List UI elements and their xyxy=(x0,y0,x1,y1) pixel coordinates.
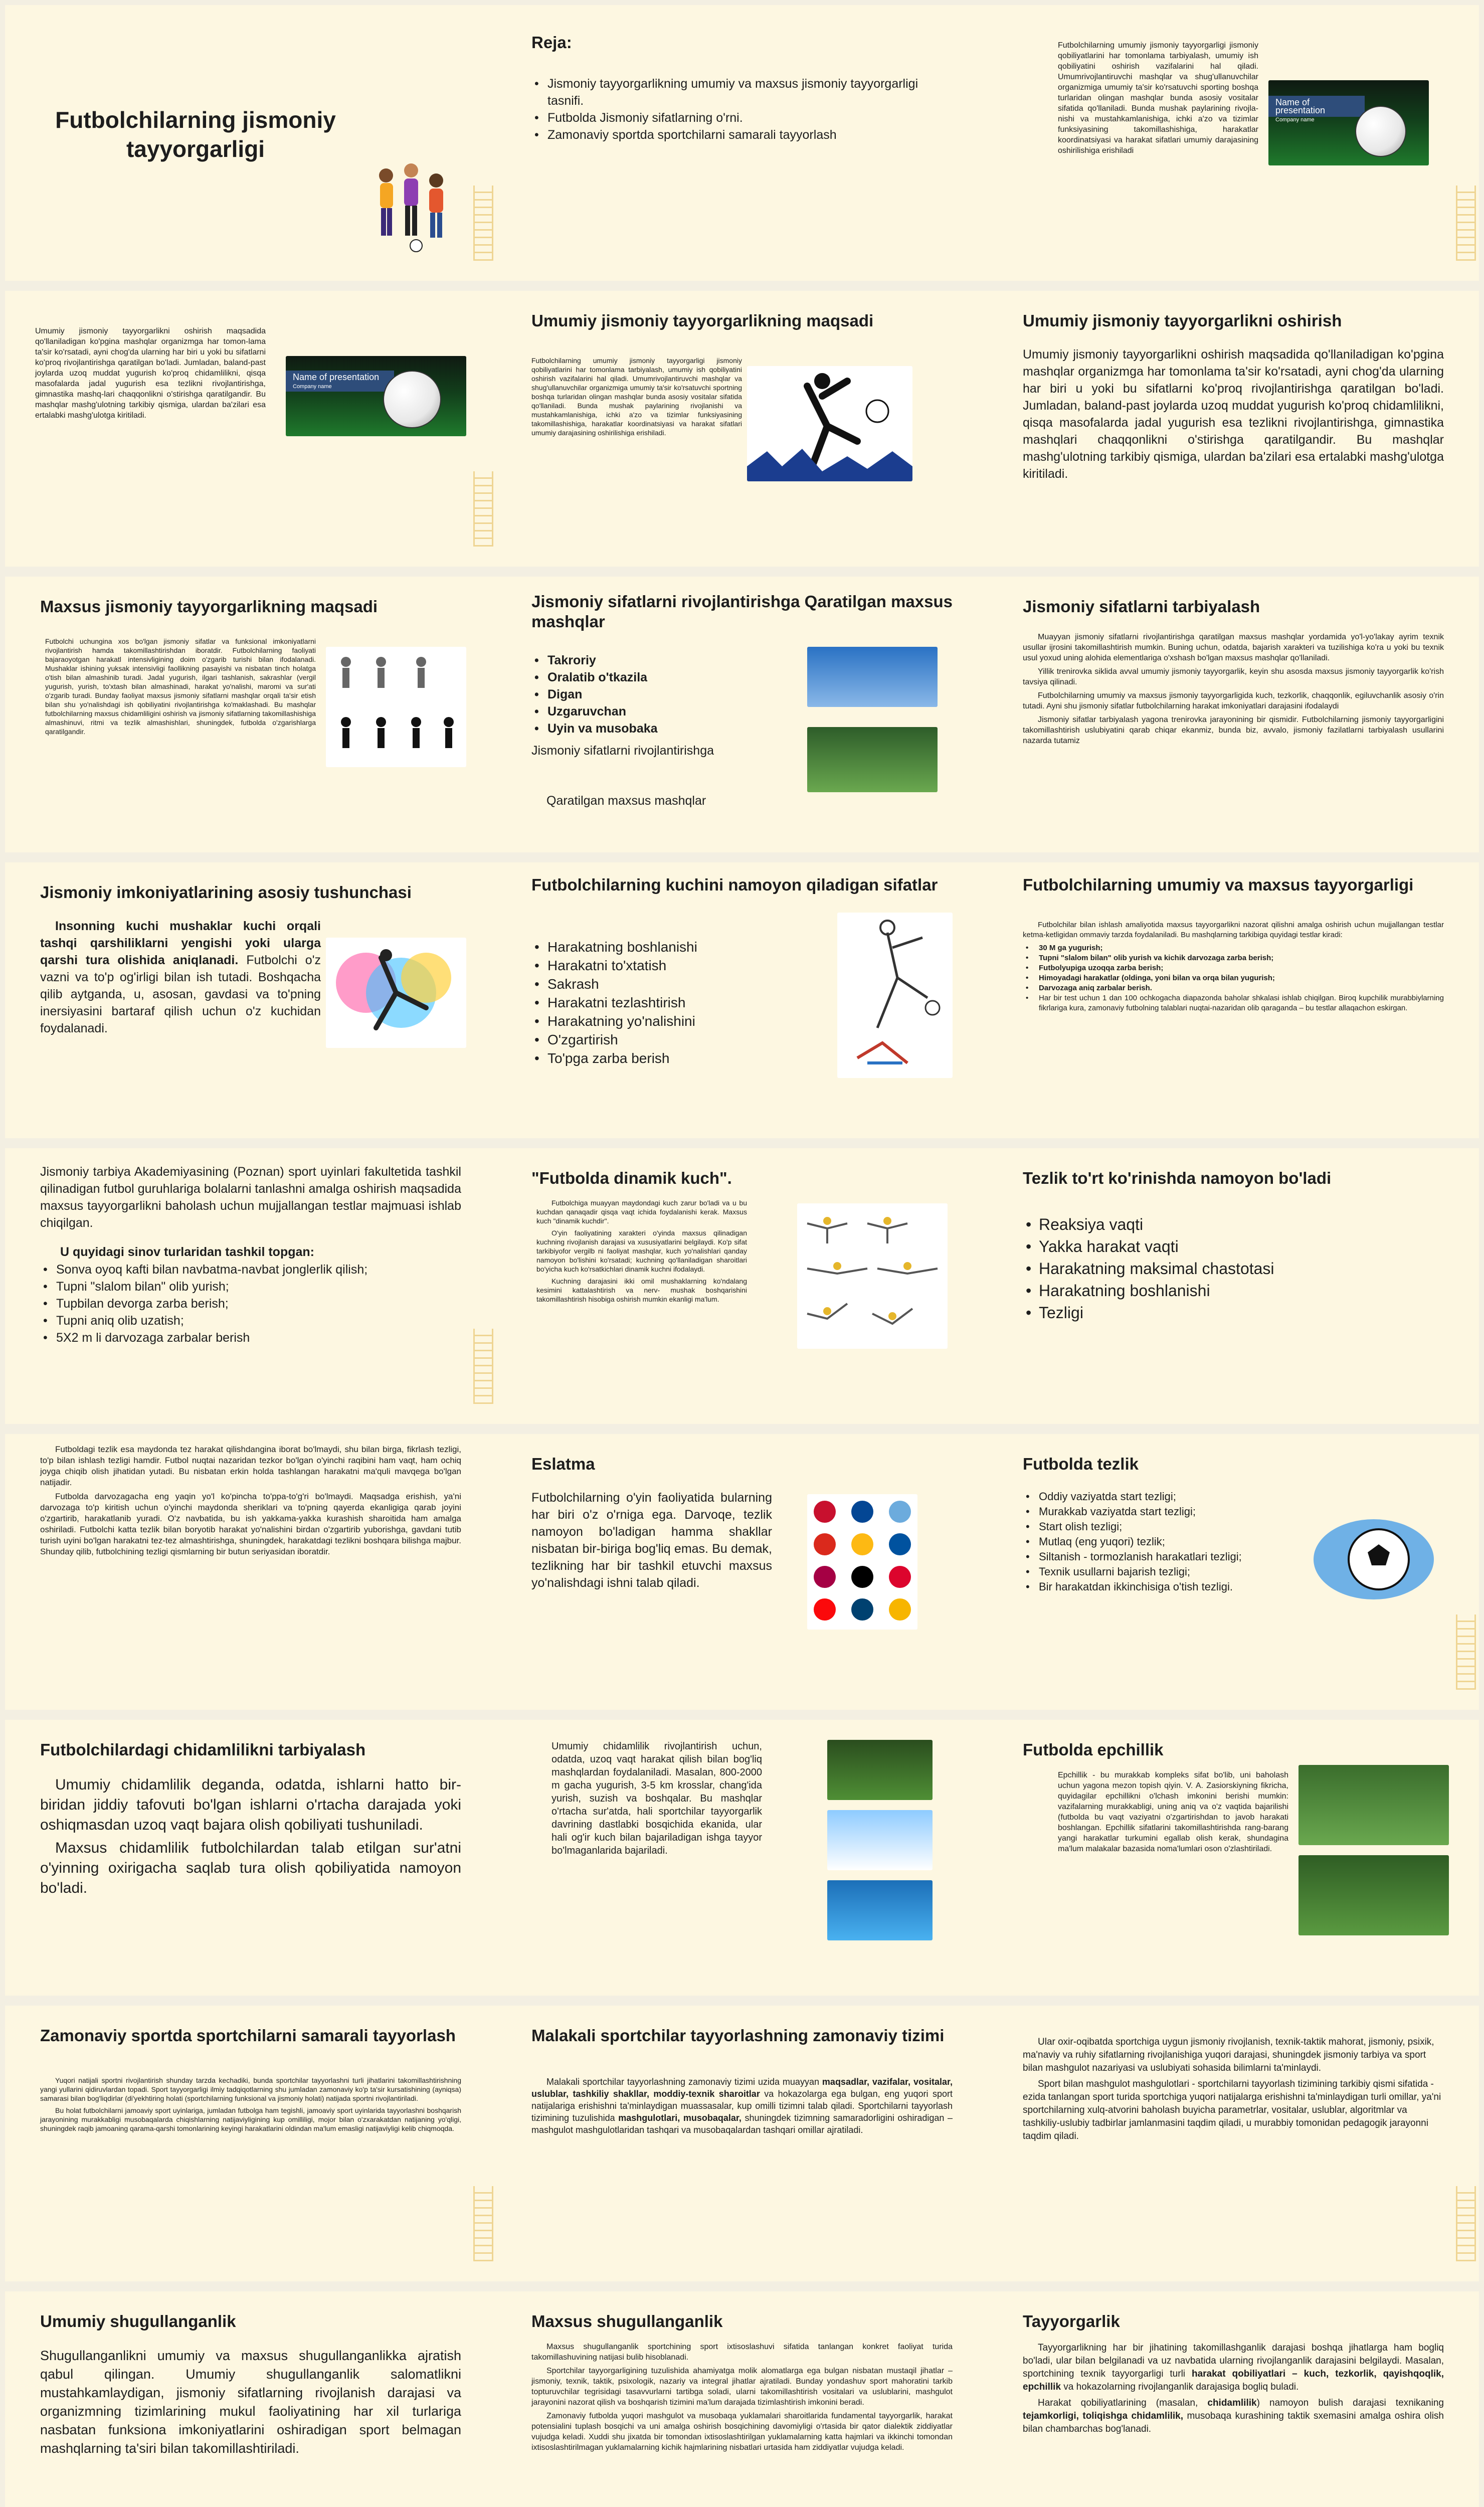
slide-umumiy-maqsad[interactable] xyxy=(496,291,988,567)
skier-photo xyxy=(827,1810,933,1870)
slide-text: Epchillik - bu murakkab kompleks sifat bo'lib, uni baholash uchun yagona mezon topish qiyin. V. A. Zasiorskiyning fikricha, quyidagilar epchillikni o'lchash imkonini berishi mumkin: vazifalarning murakkabligi, uning aniq va o'z vaqtida bajarilishi (futbolda bu vaqt vaziyatni o'zgartirishdan to javob harakati boshlangan. Epchillik sifatlarini takomillashtirishda rang-barang yangi harakatlar turkumini egallab olish kerak, shundagina ma'lum malakalar bazasida noma'lumlari oson o'zlashtiriladi. xyxy=(1058,1771,1288,1853)
list-item: • Murakkab vaziyatda start tezligi; xyxy=(1023,1504,1283,1519)
players-photo xyxy=(1298,1855,1449,1935)
slide-dinamik[interactable] xyxy=(496,1148,988,1424)
football-icon xyxy=(1309,1509,1439,1609)
slide-text xyxy=(1023,920,1444,1013)
slide-text: Umumiy chidamlilik rivojlantirish uchun, odatda, uzoq vaqt harakat qilish bilan bog'liq mashqlardan foydalaniladi. Masalan, 800-2000 m gacha yugurish, 3-5 km krosslar, chang'ida yurish, suzish va boshqalar. Bu mashqlar o'rtacha sur'atda, hali sportchilar tayyorgarlik davrining dastlabki bosqichida ekanida, ular hali og'ir kuch bilan bajariladigan ishga tayyor bo'lmaganlarida bajariladi. xyxy=(551,1741,762,1856)
slide-title: Futbolda epchillik xyxy=(1023,1740,1164,1759)
slide-title: Tezlik to'rt ko'rinishda namoyon bo'ladi xyxy=(1023,1169,1332,1187)
list-item: • 30 M ga yugurish; xyxy=(1023,943,1444,953)
paragraph: Futbolchilar bilan ishlash amaliyotida maxsus tayyorgarlikni nazorat qilishni amalga oshirish uchun mujjallangan testlar ketma-ketligidan ommaviy tarzda foydalaniladi. Bu mashqlarning tarkibiga quyidagi testlar kiradi: xyxy=(1023,921,1444,939)
reja-title: Reja: xyxy=(531,33,572,52)
paragraph: Futbolda darvozagacha eng yaqin yo'l ko'pincha to'ppa-to'g'ri bo'lmaydi. Maqsadga erishish, ya'ni darvozaga to'p kiritish uchun o'yinchi maydonda sheriklari va to'pning qayerda ekanligiga qarab joyini o'zgartirib, harakatlanib yuradi. O'z navbatida, bu ish yakkama-yakka kurashish sharoitida ham amalga oshiriladi. Futbolchi katta tezlik bilan boryotib harakat yo'nalishini birdan o'zgartirib yuborishga, gavdani tutib turish uyini bo'lgan harakatni tez-tez almashtirishga, shuningdek, harakatdagi tezlikni boshqara bilishga majbur. Shunday qilib, futbolchining tezligi qismlarning bir butun seriyasidan iboratdir. xyxy=(40,1492,461,1556)
slide-reja[interactable] xyxy=(496,5,988,281)
presentation-thumbnail xyxy=(1268,80,1429,165)
list-item: • Futbolyupiga uzoqqa zarba berish; xyxy=(1023,963,1444,973)
slide-tayyorgarlik[interactable] xyxy=(988,2291,1479,2507)
player-sketch-illustration xyxy=(837,913,953,1078)
slide-text xyxy=(40,1444,461,1560)
slide-tezlik-namoyon[interactable] xyxy=(988,1148,1479,1424)
player-kick-illustration xyxy=(747,366,912,481)
poznan-text: Jismoniy tarbiya Akademiyasining (Poznan) sport uyinlari fakultetida tashkil qilinadigan futbol guruhlariga bolalarni tanlashni amalga oshirish maqsadida maxsus tayyorgarlikni baholash uchun mujjallangan testlar majmuasi ishlab chiqilgan. xyxy=(40,1165,461,1230)
slide-text xyxy=(40,1775,461,1901)
slide-malakali[interactable] xyxy=(496,2006,988,2281)
paragraph: Umumiy chidamlilik deganda, odatda, ishlarni hatto bir-biridan jiddiy tafovuti bo'lgan ishlarni o'rtacha darajada yoki oshiqmasdan uzoq vaqt bajara olish qobiliyati tushuniladi. xyxy=(40,1776,461,1833)
paragraph: Bu holat futbolchilarni jamoaviy sport uyinlariga, jumladan futbolga ham tegishli, jamoaviy sport uyinlarida tayyorlashni boshqarish jarayonining murakkabligi musobaqalarda chiqishlarning natijaviyligining kup omilliligi, mojor bilan o'zxarakatdan natijaning yo'qligi, shuningdek raqib jamoaning qarama-qarshi tomonlarining keyingi harakatlarini oldindan ma'lum emasligi natijaviyligi kelib chiqmoqda. xyxy=(40,2106,461,2132)
list-item: • Tupbilan devorga zarba berish; xyxy=(40,1295,461,1312)
list-item: • Harakatning yo'nalishini xyxy=(531,1012,812,1030)
list-item: • To'pga zarba berish xyxy=(531,1049,812,1067)
slide-sifat-rivoj[interactable] xyxy=(496,577,988,852)
exercise-list xyxy=(531,652,732,737)
list-item: • Sonva oyoq kafti bilan navbatma-navbat jonglerlik qilish; xyxy=(40,1261,461,1278)
slide-kuch-namoyon[interactable] xyxy=(496,862,988,1138)
poznan-subtitle: U quyidagi sinov turlaridan tashkil topgan: xyxy=(60,1245,314,1259)
list-item: • Tupni "slalom bilan" olib yurish va kichik darvozaga zarba berish; xyxy=(1023,953,1444,963)
slide-chidam-text[interactable] xyxy=(496,1720,988,1996)
slide-text: Shugullanganlikni umumiy va maxsus shugullanganlikka ajratish qabul qilingan. Umumiy shugullanganlik salomatlikni mustahkamlaydigan, jismoniy sifatlarning rivojlanish darajasi va organizmning tizimlarining mukul faoliyatining har xil turlariga nasbatan funksiona imkoniyatlarini oshiradigan sport belmagan mashqlarning ta'siri bilan takomillashtiriladi. xyxy=(40,2348,461,2456)
intro2-text: Umumiy jismoniy tayyorgarlikni oshirish maqsadida qo'llaniladigan ko'pgina mashqlar organizmga har tomon-lama ta'sir ko'rsatadi, ayni chog'da ularning har biri u yoki bu sifatlarni ko'proq rivojlantirishga qaratilgan bo'ladi. Jumladan, baland-past joylarda uzoq muddat yugurish ko'proq chidamlilikni, qisqa masofalarda jadal yugurish esa tezlikni rivojlantirishga, gimnastika mashq-lari chaqqonlikni o'stirishga qaratilgandir. Bu mashqlar mashg'ulotning tarkibiy qismiga, ulardan ba'zilari esa ertalabki mashg'ulotga kiritiladi. xyxy=(35,327,266,420)
list-item: • Start olish tezligi; xyxy=(1023,1519,1283,1534)
slide-text: Tayyorgarlikning har bir jihatining takomillashganlik darajasi boshqa jihatlarga ham bogliq bo'ladi, ular bilan belgilanadi va uz navbatida ularning rivojlanganlik darajasini belgilaydi. Masalan, sportchining texnik tayyorgarligi turli harakat qobiliyatlari – kuch, tezkorlik, qayishqoqlik, epchillik va hokazolarning rivojlanganlik darajasiga bogliq buladi. Harakat qobiliyatlarining (masalan, chidamlilik) namoyon bulish darajasi texnikaning tejamkorligi, toliqishga chidamlilik, musobaqa kurashining taktik sxemasini amalga oshira olish bilan chambarchas bog'lanadi. xyxy=(1023,2343,1444,2434)
ladder-decoration xyxy=(473,2186,493,2261)
slide-title: Jismoniy sifatlarni tarbiyalash xyxy=(1023,597,1260,616)
training-photo xyxy=(807,727,938,792)
paragraph: Ular oxir-oqibatda sportchiga uygun jismoniy rivojlanish, texnik-taktik mahorat, jismoniy, psixik, ma'naviy va ruhiy sifatlarning rivojlanishiga yuqori darajasi, shuningdek jismoniy tarbiya va sport bilan mashgulot nazariyasi va uslubiyati sohasida bilimlarni ta'minlaydi. xyxy=(1023,2037,1434,2073)
match-photo xyxy=(827,1740,933,1800)
slide-eslatma[interactable] xyxy=(496,1434,988,1710)
list-item: • Tezligi xyxy=(1023,1302,1444,1324)
list-item: • Harakatning boshlanishi xyxy=(531,938,812,956)
statement-text: Futbolchi o'z vazni va to'p og'irligi bilan ish tutadi. Boshqacha qilib aytganda, u, asosan, gavdasi va to'pning inersiyasini bartaraf qilish uchun o'z kuchidan foydalanadi. xyxy=(40,953,321,1035)
intro1-text: Futbolchilarning umumiy jismoniy tayyorgarligi jismoniy qobiliyatlarini har tomonlama tarbiyalash, umumiy ish qobiliyatini oshirish vazifalarini hal qiladi. Umumrivojlantiruvchi mashqlar va shug'ullanuvchilar organizmiga umumiy ta'sir ko'rsatuvchi sporting boshqa turlaridan olingan mashqlar bunda asosiy vositalar sifatida qo'llaniladi. Bunda mushak paylarining rivojla-nishi va mustahkamlanishiga, ichki a'zo va tizimlar funksiyasining takomillashishiga, harakatlar koordinatsiyasi va harakat sifatlari umumiy darajasining oshirilishiga erishiladi xyxy=(1058,41,1258,155)
list-item: • O'zgartirish xyxy=(531,1030,812,1049)
slide-text xyxy=(40,918,321,1040)
test-list xyxy=(1023,943,1444,993)
slide-oxir[interactable] xyxy=(988,2006,1479,2281)
slide-futbolda-tezlik[interactable] xyxy=(988,1434,1479,1710)
slide-title: Futbolchilarning umumiy va maxsus tayyorgarligi xyxy=(1023,875,1414,894)
tezlik-types-list xyxy=(1023,1489,1283,1594)
list-item: • Bir harakatdan ikkinchisiga o'tish tezligi. xyxy=(1023,1579,1283,1594)
list-item: • Tupni "slalom bilan" olib yurish; xyxy=(40,1278,461,1295)
slide-intro-2[interactable] xyxy=(5,291,496,567)
slide-umumiy-oshirish[interactable] xyxy=(988,291,1479,567)
list-item: • Harakatni tezlashtirish xyxy=(531,993,812,1012)
presentation-thumbnail xyxy=(286,356,466,436)
slide-title: Jismoniy imkoniyatlarining asosiy tushunchasi xyxy=(40,883,412,902)
tail-line: Jismoniy sifatlarni rivojlantirishga xyxy=(531,744,714,758)
slide-umumiy-maxsus[interactable] xyxy=(988,862,1479,1138)
paragraph: Kuchning darajasini ikki omil mushaklarning ko'ndalang kesimini kattalashtirish va nerv- mushak boshqarishini takomillashtirish hisobiga oshirish mumkin ekanligi ma'lum. xyxy=(536,1277,747,1303)
training-figures-illustration xyxy=(326,647,466,767)
ladder-decoration xyxy=(1456,186,1476,261)
football-icon xyxy=(1355,106,1406,157)
paragraph: Sport bilan mashgulot mashgulotlari - sportchilarni tayyorlash tizimining tarkibiy qismi sifatida - ezida tanlangan sport turida sportchiga yuqori natijalarga erishishni ta'minlaydigan turli omillar, ya'ni sportchilarning xulq-atvorini baholash buyicha parametrlar, vositalar, uslublar, algoritmlar va tashkiliy-uslubiy tadbirlar jamlanmasini taqdim qiladi, u murabbiy tomonidan pedagogik jarayonni taqdim qiladi. xyxy=(1023,2079,1441,2141)
slide-text xyxy=(536,1198,747,1307)
paragraph: Futbolchiga muayyan maydondagi kuch zarur bo'ladi va u bu kuchdan qanaqadir qisqa vaqt ichida foydalanishi kerak. Maxsus kuch "dinamik kuchdir". xyxy=(536,1199,747,1225)
slide-chidam-title[interactable] xyxy=(5,1720,496,1996)
list-item: • 5X2 m li darvozaga zarbalar berish xyxy=(40,1329,461,1346)
slide-zamonaviy[interactable] xyxy=(5,2006,496,2281)
slide-text xyxy=(1023,632,1444,749)
list-item: • Digan xyxy=(531,686,732,703)
slide-title: Malakali sportchilar tayyorlashning zamonaviy tizimi xyxy=(531,2026,945,2045)
slide-title: Tayyorgarlik xyxy=(1023,2312,1120,2331)
players-illustration xyxy=(356,155,461,256)
slide-maxsus-shug[interactable] xyxy=(496,2291,988,2507)
slide-title: Futbolda tezlik xyxy=(1023,1455,1139,1473)
slide-imkoniyat[interactable] xyxy=(5,862,496,1138)
list-item: • Tupni aniq olib uzatish; xyxy=(40,1312,461,1329)
list-item: • Harakatning maksimal chastotasi xyxy=(1023,1258,1444,1280)
list-item: • Reaksiya vaqti xyxy=(1023,1213,1444,1235)
paragraph: Futboldagi tezlik esa maydonda tez harakat qilishdangina iborat bo'lmaydi, shu bilan birga, fikrlash tezligi, to'p bilan ishlash tezligi hamdir. Futbol nuqtai nazaridan tezkor bo'lgan o'yinchi raqibini ham vaqt, ham ochiq joyga chiqib olish jihatidan yutadi. Bu nisbatan erkin holda tashlangan harakatni ma'quli mavqega bo'lgan natijadir. xyxy=(40,1445,461,1487)
paragraph: Zamonaviy futbolda yuqori mashgulot va musobaqa yuklamalari sharoitlarida fundamental tayyorgarlik, harakat potensialini tuplash bosqichi va uni amalga oshirish bosqichining davomiyligi o'rtasida bir qator dialektik ziddiyatlar vujudga keladi. Xuddi shu jixatda bir tomondan ixtisoslashtirilgan yuklamalarning katta hajmlari va ikkinchi tomondan ixtisoslashtirilmagan yuklamalarning kichik hajmlarining nisbatlari urtasida ham ziddiyatlar vujudga keladi. xyxy=(531,2412,953,2452)
list-item: • Oddiy vaziyatda start tezligi; xyxy=(1023,1489,1283,1504)
paragraph: Jismoniy sifatlar tarbiyalash yagona trenirovka jarayonining bir qismidir. Futbolchilarning jismoniy tayyorgarligini takomillashtirish uslubiyatini qarab chiqar ekanmiz, bunda biz, avvalo, jismoniy fazilatlarni tarbiyalash usullarini nazarda tutamiz xyxy=(1023,715,1444,745)
slide-text: Futbolchi uchungina xos bo'lgan jismoniy sifatlar va funksional imkoniyatlarni rivojlantirish hamda takomillashtirishdan iboratdir. Futbolchilarning faoliyati bajaraoyotgan harakatl intensivligining doim o'zgarib turishi bilan ifodalanadi. Mushaklar ishining yuksak intensivligi faollikning pasayishi va nisbatan tinch holatga o'tish bilan almashinib turadi. Jadal yugurish, ilgari tashlanish, sakrashlar (vergil yugurish, yurish, to'xtash bilan almashinadi, harakat yo'nalishi, maromi va sur'ati o'zgarib turadi. Bunday faoliyat maxsus jismoniy sifatlarni mashqlar orqali ta'sir etish bilan shu yo'nalishdagi ish qobiliyatini rivojlantirishga ko'maklashadi. Bu mashqlar futbolchilarning maxsus chidamliligini oshirish va jismoniy sifatlarning takomillashishiga almashinuvi, ritmi va tezlik almashishlari, shuningdek, futbolda o'zgarishlarga qaratilgandir. xyxy=(45,637,316,736)
list-item: • Uzgaruvchan xyxy=(531,703,732,720)
club-logos-image xyxy=(807,1494,917,1630)
cover-title: Futbolchilarning jismoniy tayyorgarligi xyxy=(55,107,336,162)
ladder-decoration xyxy=(473,471,493,547)
slide-tezlik-text[interactable] xyxy=(5,1434,496,1710)
slide-title: "Futbolda dinamik kuch". xyxy=(531,1169,732,1187)
slide-text: Malakali sportchilar tayyorlashning zamonaviy tizimi uzida muayyan maqsadlar, vazifalar, vositalar, uslublar, tashkiliy shakllar, moddiy-texnik sharoitlar va hokazolarga ega bulgan, eng yuqori sport natijalariga erishishni ta'minlaydigan muassasalar, kup omilli tizimni talab qiladi. Sportchilarni tayyorlash tizimining tuzulishida mashgulotlari, musobaqalar, shuningdek tizimning samaradorligini oshiradigan – mashgulot mashgulotlaridan tashqari va musobaqalardan tashqari omillar ajratiladi. xyxy=(531,2077,953,2135)
ladder-decoration xyxy=(1456,2186,1476,2261)
slide-title: Zamonaviy sportda sportchilarni samarali tayyorlash xyxy=(40,2026,456,2045)
list-item: • Takroriy xyxy=(531,652,732,669)
colorful-player-illustration xyxy=(326,938,466,1048)
paragraph: Sportchilar tayyorgarligining tuzulishida ahamiyatga molik alomatlarga ega bulgan nisbatan mustaqil jihatlar – jismoniy, texnik, taktik, psixologik, nazariy va integral jihatlar ajratiladi. Bunday yondashuv sport mahoratini tarkib topturuvchilar tegrisidagi tasavvurlarni tartibga soladi, ularni takomillashtirish vositalari va uslublarini, mashgulot jarayonini nazorat qilish va boshqarish tizimini ma'lum darajada tizimlashtirish imkonini beradi. xyxy=(531,2367,953,2407)
reja-item: • Futbolda Jismoniy sifatlarning o'rni. xyxy=(531,109,953,126)
list-item: • Yakka harakat vaqti xyxy=(1023,1235,1444,1258)
list-item: • Texnik usullarni bajarish tezligi; xyxy=(1023,1564,1283,1579)
goalkeeper-photo xyxy=(807,647,938,707)
bold-statement: Insonning kuchi mushaklar kuchi orqali tashqi qarshiliklarni yengishi yoki ularga qarshi tura olishida aniqlanadi. xyxy=(40,919,321,967)
slide-title: Jismoniy sifatlarni rivojlantirishga Qaratilgan maxsus mashqlar xyxy=(531,592,953,631)
poznan-list xyxy=(40,1261,461,1346)
tail-line: Qaratilgan maxsus mashqlar xyxy=(546,794,706,808)
ladder-decoration xyxy=(473,186,493,261)
tezlik-list xyxy=(1023,1213,1444,1324)
list-item: • Harakatning boshlanishi xyxy=(1023,1280,1444,1302)
slide-title: Eslatma xyxy=(531,1455,595,1473)
presentation-name: Name of presentation Company name xyxy=(1268,96,1365,117)
reja-item: • Jismoniy tayyorgarlikning umumiy va maxsus jismoniy tayyorgarligi tasnifi. xyxy=(531,75,953,109)
slide-title: Umumiy jismoniy tayyorgarlikni oshirish xyxy=(1023,311,1342,330)
slide-title: Umumiy jismoniy tayyorgarlikning maqsadi xyxy=(531,311,874,330)
slide-intro-1[interactable] xyxy=(988,5,1479,281)
list-item: • Oralatib o'tkazila xyxy=(531,669,732,686)
presentation-name: Name of presentation Company name xyxy=(286,371,394,392)
slide-title: Maxsus shugullanganlik xyxy=(531,2312,723,2331)
paragraph: Maxsus shugullanganlik sportchining sport ixtisoslashuvi sifatida tanlangan konkret faoliyat turida takomillashuvining natijasi bulib hisoblanadi. xyxy=(531,2343,953,2362)
list-item: • Himoyadagi harakatlar (oldinga, yoni bilan va orqa bilan yugurish; xyxy=(1023,973,1444,983)
slide-epchillik[interactable] xyxy=(988,1720,1479,1996)
kuch-list xyxy=(531,938,812,1067)
slide-title: Futbolchilarning kuchini namoyon qiladigan sifatlar xyxy=(531,875,938,894)
list-item: • Siltanish - tormozlanish harakatlari tezligi; xyxy=(1023,1549,1283,1564)
ladder-decoration xyxy=(473,1329,493,1404)
slide-umumiy-shug[interactable] xyxy=(5,2291,496,2507)
list-item: • Mutlaq (eng yuqori) tezlik; xyxy=(1023,1534,1283,1549)
reja-list xyxy=(531,75,953,143)
slide-text xyxy=(531,2342,953,2456)
paragraph: Muayyan jismoniy sifatlarni rivojlantirishga qaratilgan maxsus mashqlar yordamida yo'l-yo'lakay ayrim texnik usullar ijrosini takomillashtirish mumkin. Buning uchun, odatda, bajarish xarakteri va tuzilishiga ko'ra u yoki bu texnik usul yoxud uning alohida elementlariga o'xshash bo'lgan maxsus mashqlar qo'llaniladi. xyxy=(1023,633,1444,662)
list-item: • Uyin va musobaka xyxy=(531,720,732,737)
exercise-sequence-illustration xyxy=(797,1203,948,1349)
paragraph: O'yin faoliyatining xarakteri o'yinda maxsus qilinadigan kuchning rivojlanish darajasi va xususiyatlarini belgilaydi. Ko'p sifat tarkibiyofor vergilb ni faoliyat mashqlar, kuch yo'nalishlari qanday namoyon bo'lishini ko'rsatadi; kuchning qo'llaniladigan sharoitlari bo'yicha kuch ko'rsatkichlari dinamik kuchni ifodalaydi. xyxy=(536,1229,747,1273)
slide-text: Futbolchilarning o'yin faoliyatida bularning har biri o'z o'rniga ega. Darvoqe, tezlik namoyon bo'ladigan hamma shakllar nisbatan bir-biriga bog'liq emas. Bu demak, tezlikning har bir tashkil etuvchi maxsus yo'nalishdagi ishni talab qiladi. xyxy=(531,1491,772,1590)
slide-sifat-tarbiya[interactable] xyxy=(988,577,1479,852)
slide-cover[interactable] xyxy=(5,5,496,281)
swimmer-photo xyxy=(827,1880,933,1940)
paragraph: Yuqori natijali sportni rivojlantirish shunday tarzda kechadiki, bunda sportchilar tayyorlashni turli jihatlarini takomillashtirishning yangi yullarini qidiruvlardan topadi. Sport tayyorgarligi ilmiy tadqiqotlarning shu jumladan zamonaviy ko'p ta'sir kursatishining (ayniqsa) samarasi bilan bog'liqdirlar (di'yekhtiring holati (sportchilarning funksional va jismoniy holati) natijada sportni rivojlantiriladi. xyxy=(40,2076,461,2102)
list-item: • Har bir test uchun 1 dan 100 ochkogacha diapazonda baholar shkalasi ishlab chiqilgan. Biroq kupchilik murabbiylarning fikrlariga kura, zamonaviy futbolning talablari nuqtai-nazaridan olib qaraganda – bu testlar allaqachon eskirgan. xyxy=(1023,993,1444,1013)
list-item: • Harakatni to'xtatish xyxy=(531,956,812,975)
slide-maxsus-maqsad[interactable] xyxy=(5,577,496,852)
slide-text: Umumiy jismoniy tayyorgarlikni oshirish maqsadida qo'llaniladigan ko'pgina mashqlar organizmga har tomonlama ta'sir ko'rsatadi, ayni chog'da ularning har biri u yoki bu sifatlarni ko'proq rivojlantirishga qaratilgan bo'ladi. Jumladan, baland-past joylarda uzoq muddat yugurish ko'proq chidamlilikni, qisqa masofalarda jadal yugurish esa tezlikni rivojlantirishga, gimnastika mashqlari chaqqonlikni o'stirishga qaratilgandir. Bu mashqlar mashg'ulotning tarkibiy qismiga, ulardan ba'zilari esa ertalabki mashg'ulotga kiritiladi. xyxy=(1023,347,1444,481)
slide-poznan[interactable] xyxy=(5,1148,496,1424)
paragraph: Futbolchilarning umumiy va maxsus jismoniy tayyorgarligida kuch, tezkorlik, chaqqonlik, egiluvchanlik asosiy o'rin tutadi. Ayni shu jismoniy sifatlar futbolchilarning harakat imkoniyatlari darajasini ifodalaydi xyxy=(1023,691,1444,710)
list-item: • Darvozaga aniq zarbalar berish. xyxy=(1023,983,1444,993)
ladder-decoration xyxy=(1456,1615,1476,1690)
slide-title: Futbolchilardagi chidamlilikni tarbiyalash xyxy=(40,1740,366,1759)
paragraph: Maxsus chidamlilik futbolchilardan talab etilgan sur'atni o'yinning oxirigacha saqlab tura olish qobiliyatida namoyon bo'ladi. xyxy=(40,1840,461,1896)
slide-title: Maxsus jismoniy tayyorgarlikning maqsadi xyxy=(40,597,378,616)
list-item: • Sakrash xyxy=(531,975,812,993)
slide-title: Umumiy shugullanganlik xyxy=(40,2312,236,2331)
slide-text xyxy=(1023,2036,1444,2146)
reja-item: • Zamonaviy sportda sportchilarni samarali tayyorlash xyxy=(531,126,953,143)
paragraph: Yillik trenirovka siklida avval umumiy jismoniy tayyorgarlik, keyin shu asosda maxsus jismoniy tayyorgarlik ko'rish tavsiya qilinadi. xyxy=(1023,667,1444,686)
slide-text: Futbolchilarning umumiy jismoniy tayyorgarligi jismoniy qobiliyatlarini har tomonlama tarbiyalash, umumiy ish qobiliyatini oshirish vazifalarini hal qiladi. Umumrivojlantiruvchi mashqlar va shug'ullanuvchilar organizmiga umumiy ta'sir ko'rsatuvchi sportning boshqa turlaridan olingan mashqlar bunda asosiy vositalar sifatida qo'llaniladi. Bunda mushak paylarining rivojlanishi va mustahkamlanishiga, ichki a'zo va tizimlar funksiyasining takomillashishiga, harakatlar koordinatsiyasi va harakat sifatlari umumiy darajasining oshirilishiga erishiladi. xyxy=(531,356,742,437)
slide-text xyxy=(40,2076,461,2136)
goal-photo xyxy=(1298,1765,1449,1845)
football-icon xyxy=(383,371,441,428)
